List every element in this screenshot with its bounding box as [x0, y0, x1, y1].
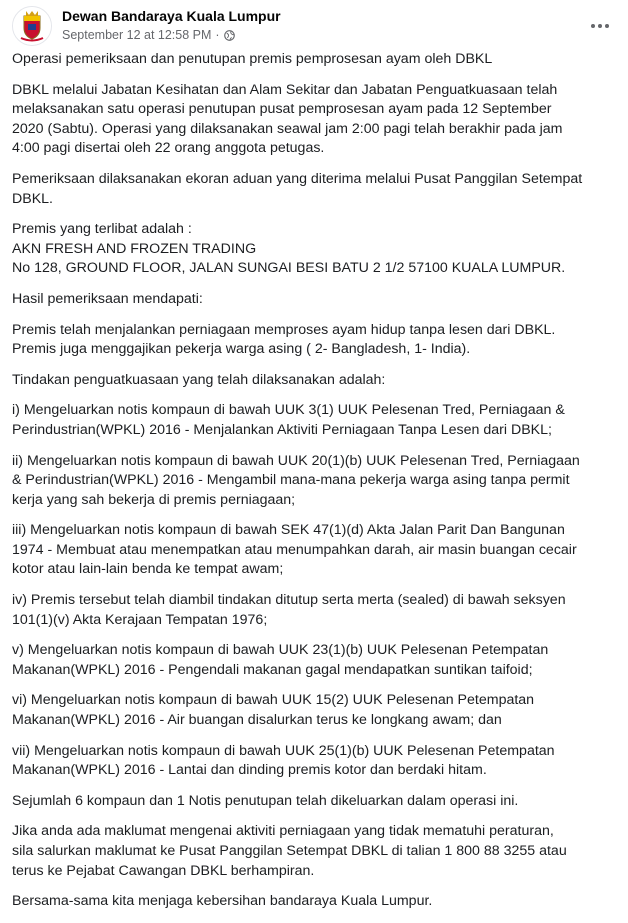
more-options-icon[interactable] — [586, 12, 614, 40]
post-timestamp[interactable]: September 12 at 12:58 PM — [62, 28, 212, 42]
post-meta — [62, 28, 235, 42]
avatar[interactable] — [12, 6, 52, 46]
post-paragraph-title: Operasi pemeriksaan dan penutupan premis pemprosesan ayam oleh DBKL — [12, 51, 493, 67]
post-paragraph: vi) Mengeluarkan notis kompaun di bawah UUK 15(2) UUK Pelesenan Petempatan Makanan(WPKL) 2016 - Air buangan disalurkan terus ke longkang awam; dan — [12, 692, 535, 729]
globe-icon[interactable] — [224, 30, 235, 41]
meta-separator: · — [215, 28, 220, 42]
post-paragraph: vii) Mengeluarkan notis kompaun di bawah UUK 25(1)(b) UUK Pelesenan Petempatan Makanan(WPKL) 2016 - Lantai dan dinding premis kotor dan berdaki hitam. — [12, 742, 555, 779]
post-paragraph: i) Mengeluarkan notis kompaun di bawah UUK 3(1) UUK Pelesenan Tred, Perniagaan & Perindustrian(WPKL) 2016 - Menjalankan Aktiviti Perniagaan Tanpa Lesen dari DBKL; — [12, 402, 565, 438]
post-paragraph: Sejumlah 6 kompaun dan 1 Notis penutupan telah dikeluarkan dalam operasi ini. — [12, 792, 519, 809]
post-paragraph: Bersama-sama kita menjaga kebersihan bandaraya Kuala Lumpur. — [12, 893, 433, 910]
post-paragraph: v) Mengeluarkan notis kompaun di bawah UUK 23(1)(b) UUK Pelesenan Petempatan Makanan(WPKL) 2016 - Pengendali makanan gagal mendapatkan suntikan taifoid; — [12, 642, 549, 678]
post-paragraph: iv) Premis tersebut telah diambil tindakan ditutup serta merta (sealed) di bawah seksyen 101(1)(v) Akta Kerajaan Tempatan 1976; — [12, 592, 566, 628]
post-message — [12, 50, 616, 923]
post-paragraph: Hasil pemeriksaan mendapati: — [12, 290, 203, 307]
dbkl-crest-logo — [13, 7, 51, 45]
post-paragraph: ii) Mengeluarkan notis kompaun di bawah UUK 20(1)(b) UUK Pelesenan Tred, Perniagaan & Perindustrian(WPKL) 2016 - Mengambil mana-mana pekerja warga asing tanpa permit kerja yang sah bekerja di premis perniagaan; — [12, 452, 580, 508]
page-name-link[interactable]: Dewan Bandaraya Kuala Lumpur — [62, 8, 281, 24]
post-paragraph: Jika anda ada maklumat mengenai aktiviti perniagaan yang tidak mematuhi peraturan, sila salurkan maklumat ke Pusat Panggilan Setempat DBKL di talian 1 800 88 3255 atau terus ke Pejabat Cawangan DBKL berhampiran. — [12, 823, 567, 879]
post-paragraph: iii) Mengeluarkan notis kompaun di bawah SEK 47(1)(d) Akta Jalan Parit Dan Bangunan 1974 - Membuat atau menempatkan atau menumpahkan darah, air masin buangan cecair kotor atau lain-lain benda ke tempat awam; — [12, 522, 577, 578]
post-paragraph: Premis yang terlibat adalah : AKN FRESH AND FROZEN TRADING No 128, GROUND FLOOR, JALAN SUNGAI BESI BATU 2 1/2 57100 KUALA LUMPUR. — [12, 221, 566, 277]
post-header — [12, 6, 616, 46]
post-paragraph: Pemeriksaan dilaksanakan ekoran aduan yang diterima melalui Pusat Panggilan Setempat DBKL. — [12, 170, 583, 207]
post-paragraph: DBKL melalui Jabatan Kesihatan dan Alam Sekitar dan Jabatan Penguatkuasaan telah melaksanakan satu operasi penutupan pusat pemprosesan ayam pada 12 September 2020 (Sabtu). Operasi yang dilaksanakan seawal jam 2:00 pagi telah berakhir pada jam 4:00 pagi disertai oleh 22 orang anggota petugas. — [12, 81, 563, 157]
post-paragraph: Tindakan penguatkuasaan yang telah dilaksanakan adalah: — [12, 371, 386, 388]
post-paragraph: Premis telah menjalankan perniagaan memproses ayam hidup tanpa lesen dari DBKL. Premis juga menggajikan pekerja warga asing ( 2- Bangladesh, 1- India). — [12, 321, 556, 358]
